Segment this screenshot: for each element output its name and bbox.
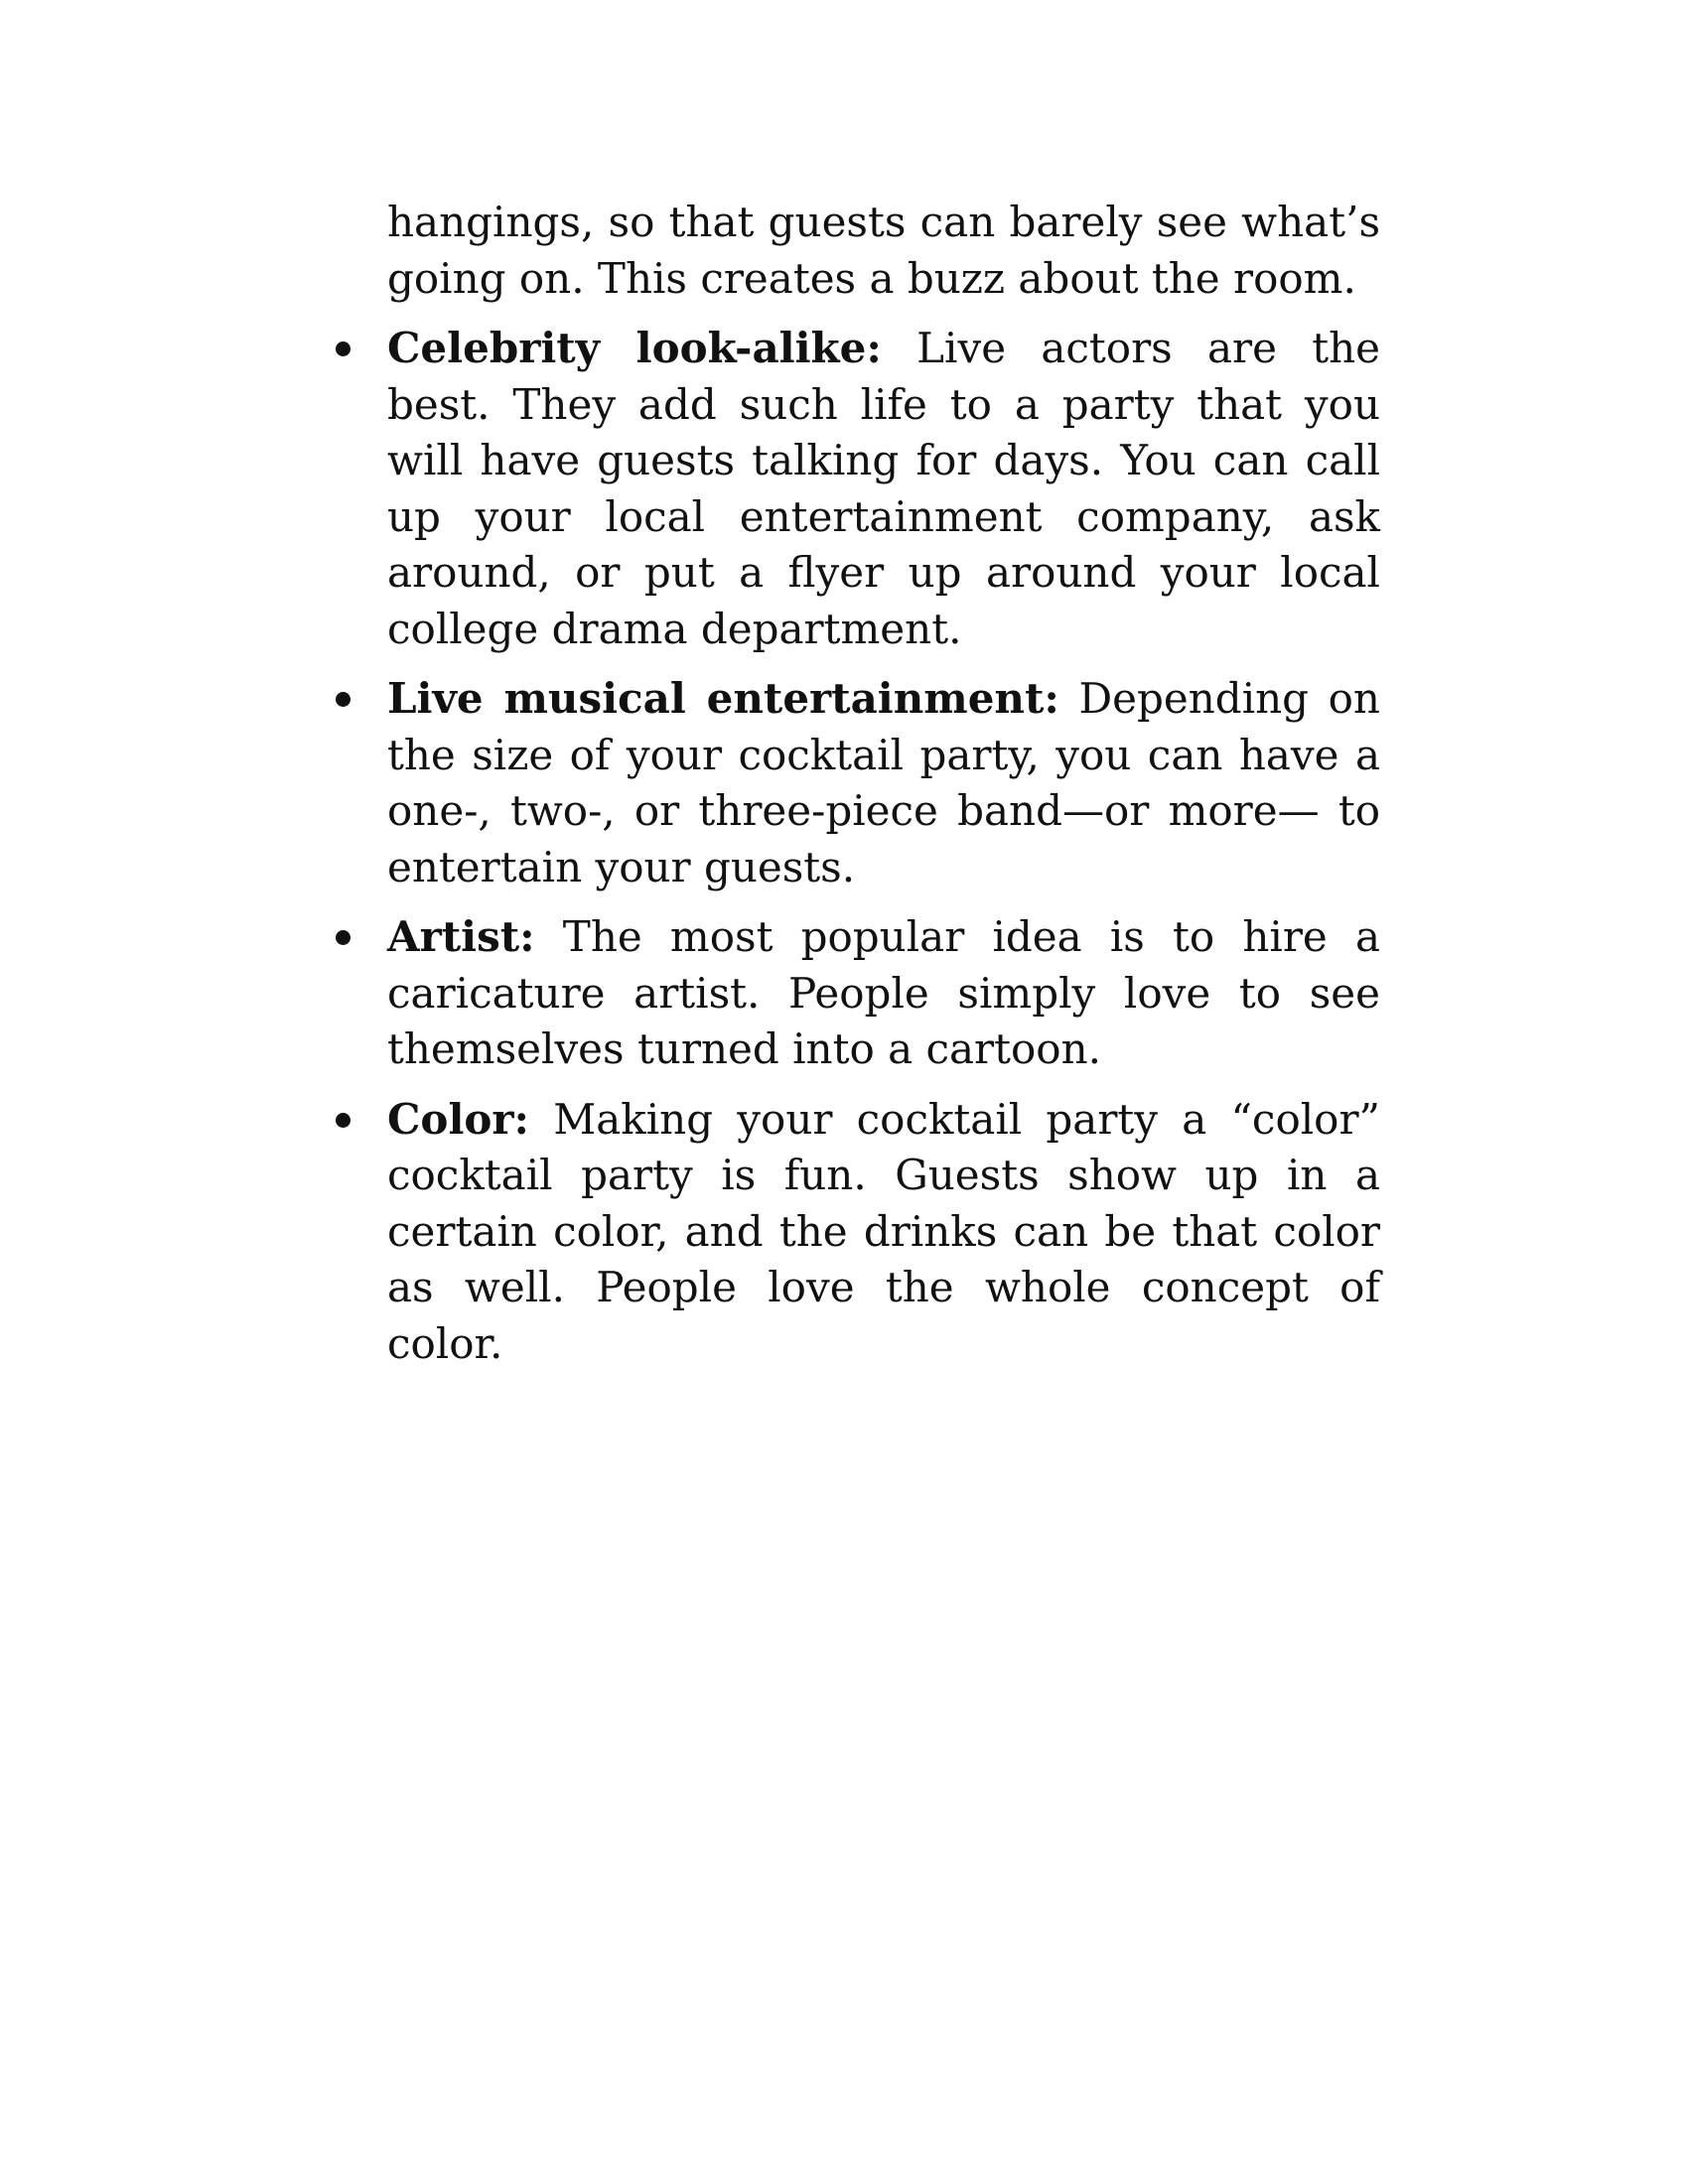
bullet-icon (336, 692, 351, 707)
list-item-live-musical-entertainment (387, 671, 1380, 895)
bullet-icon (336, 930, 351, 945)
bullet-text: Depending on the size of your cocktail party, you can have a one-, two-, or three-piece band—or more— to entertain your guests. (387, 674, 1380, 891)
bullet-text: Live actors are the best. They add such life to a party that you will have guests talking for days. You can call up your local entertainment company, ask around, or put a flyer up around your local college drama department. (387, 324, 1380, 653)
bullet-text: The most popular idea is to hire a caricature artist. People simply love to see themselves turned into a cartoon. (387, 912, 1380, 1073)
page-body (387, 195, 1380, 1372)
list-item-artist (387, 909, 1380, 1078)
list-item-celebrity-look-alike (387, 321, 1380, 657)
bullet-text: Making your cocktail party a “color” cocktail party is fun. Guests show up in a certain color, and the drinks can be that color as well. People love the whole concept of color. (387, 1094, 1380, 1368)
bullet-term: Color: (387, 1094, 530, 1144)
continuation-paragraph: hangings, so that guests can barely see what’s going on. This creates a buzz about the room. (387, 198, 1380, 303)
bullet-icon (336, 341, 351, 356)
bullet-icon (336, 1113, 351, 1128)
list-item-color (387, 1092, 1380, 1373)
bullet-term: Artist: (387, 912, 535, 961)
bullet-term: Celebrity look-alike: (387, 324, 882, 372)
bullet-term: Live musical entertainment: (387, 674, 1059, 723)
bullet-list (387, 321, 1380, 1372)
